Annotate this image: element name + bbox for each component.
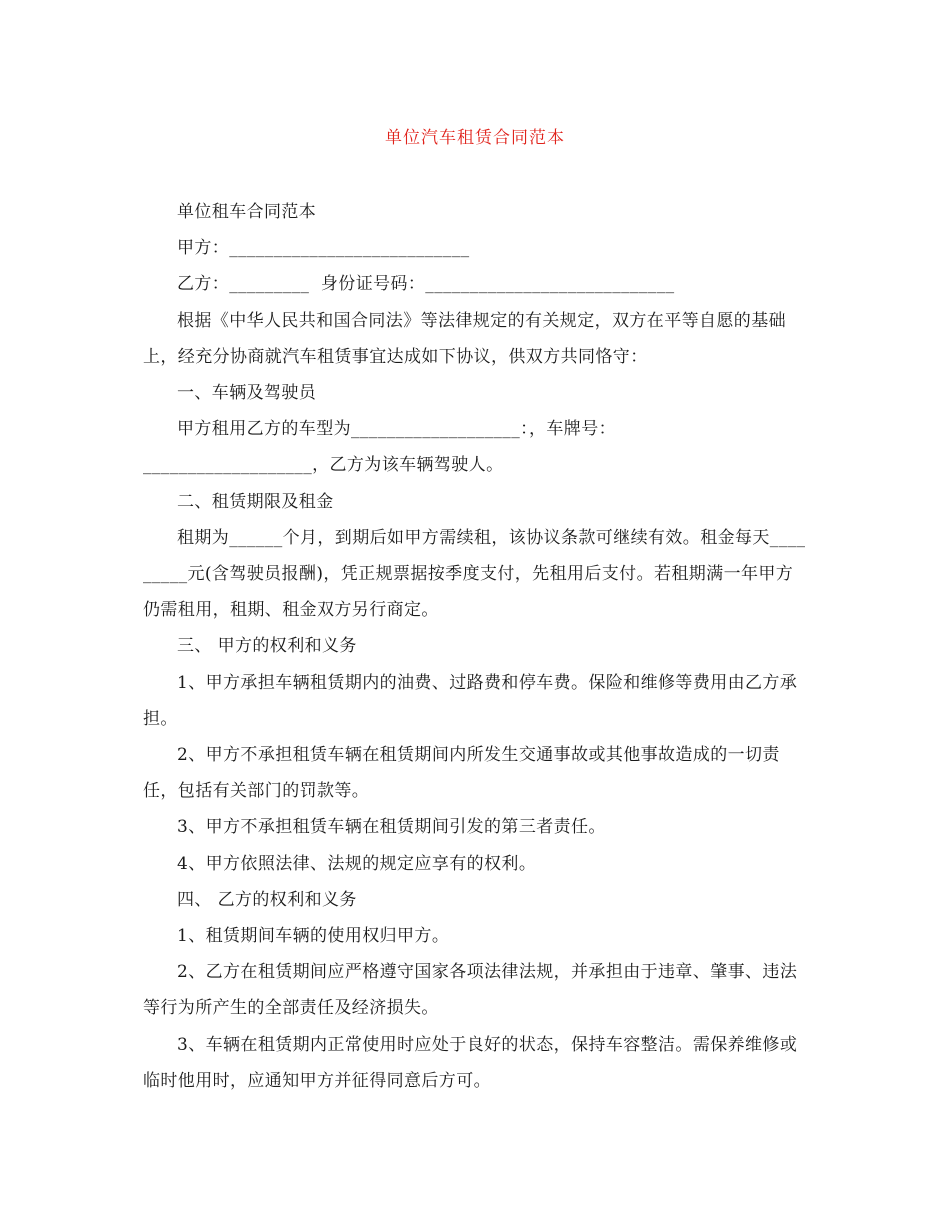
paragraph-subtitle: 单位租车合同范本 <box>177 202 317 222</box>
section-heading-term-rent: 二、租赁期限及租金 <box>177 491 334 512</box>
document-body <box>143 194 808 1099</box>
section-heading-vehicle: 一、车辆及驾驶员 <box>177 383 317 404</box>
paragraph-party-a-clause-3: 3、甲方不承担租赁车辆在租赁期间引发的第三者责任。 <box>177 817 606 838</box>
paragraph-vehicle-model: 甲方租用乙方的车型为___________________：，车牌号： <box>177 419 616 440</box>
section-heading-party-b-rights: 四、 乙方的权利和义务 <box>177 889 357 910</box>
paragraph-party-a-clause-2: 2、甲方不承担租赁车辆在租赁期间内所发生交通事故或其他事故造成的一切责任，包括有关部门的罚款等。 <box>143 745 780 802</box>
paragraph-preamble: 根据《中华人民共和国合同法》等法律规定的有关规定，双方在平等自愿的基础上，经充分协商就汽车租赁事宜达成如下协议，供双方共同恪守： <box>143 310 786 367</box>
paragraph-party-b-clause-1: 1、租赁期间车辆的使用权归甲方。 <box>177 926 450 947</box>
paragraph-party-b-clause-2: 2、乙方在租赁期间应严格遵守国家各项法律法规，并承担由于违章、肇事、违法等行为所产生的全部责任及经济损失。 <box>143 962 798 1019</box>
document-title: 单位汽车租赁合同范本 <box>385 128 565 148</box>
paragraph-party-b: 乙方：_________ 身份证号码：____________________________ <box>177 274 675 295</box>
paragraph-party-b-clause-3: 3、车辆在租赁期内正常使用时应处于良好的状态，保持车容整洁。需保养维修或临时他用时，应通知甲方并征得同意后方可。 <box>143 1034 798 1091</box>
section-heading-party-a-rights: 三、 甲方的权利和义务 <box>177 636 357 657</box>
paragraph-party-a: 甲方：___________________________ <box>177 238 470 259</box>
paragraph-term-rent: 租期为______个月，到期后如甲方需续租，该协议条款可继续有效。租金每天_________元(含驾驶员报酬)，凭正规票据按季度支付，先租用后支付。若租期满一年甲方仍需租用，租期、租金双方另行商定。 <box>143 527 806 621</box>
paragraph-party-a-clause-4: 4、甲方依照法律、法规的规定应享有的权利。 <box>177 853 537 874</box>
paragraph-party-a-clause-1: 1、甲方承担车辆租赁期内的油费、过路费和停车费。保险和维修等费用由乙方承担。 <box>143 672 798 729</box>
paragraph-vehicle-driver: ___________________，乙方为该车辆驾驶人。 <box>143 455 504 476</box>
